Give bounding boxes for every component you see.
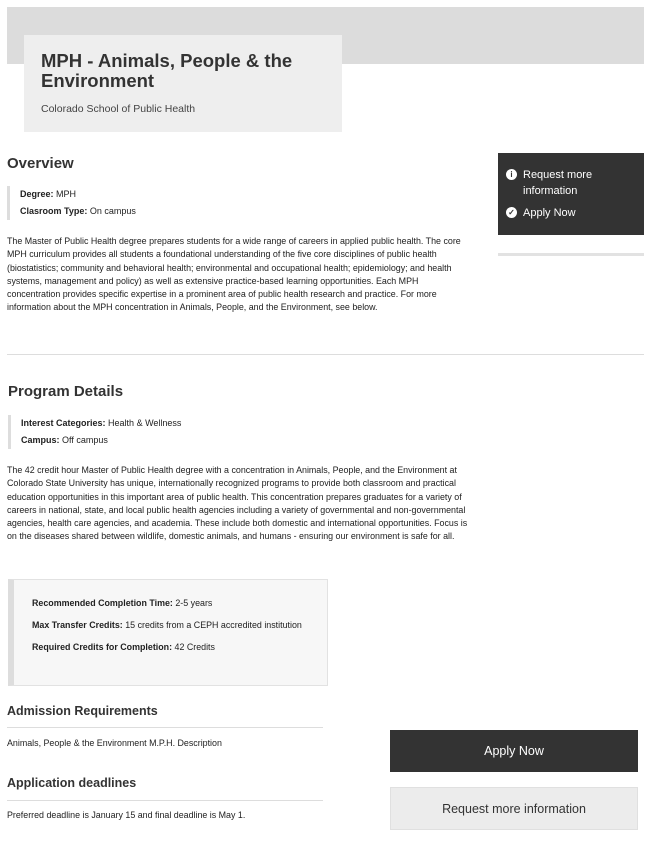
- interest-label: Interest Categories:: [21, 418, 106, 428]
- sidebar-apply-label: Apply Now: [523, 207, 576, 219]
- admission-heading: Admission Requirements: [7, 704, 158, 718]
- completion-value: 2-5 years: [175, 598, 213, 608]
- divider: [7, 354, 644, 355]
- title-card: [24, 35, 342, 132]
- request-info-button[interactable]: Request more information: [390, 787, 638, 830]
- sidebar-actions: [498, 153, 644, 235]
- transfer-label: Max Transfer Credits:: [32, 620, 123, 630]
- program-details-heading: Program Details: [8, 383, 124, 400]
- classroom-label: Clasroom Type:: [20, 206, 88, 216]
- overview-heading: Overview: [7, 155, 74, 172]
- degree-value: MPH: [56, 189, 77, 199]
- deadlines-heading: Application deadlines: [7, 776, 137, 790]
- details-text: The 42 credit hour Master of Public Health degree with a concentration in Animals, People, and the Environment at Colorado State University has unique, internationally recognized programs to provide both classroom and practical education opportunities in this important area of public health. This concentration prepares graduates for a variety of careers in national, state, and local public health agencies including a variety of governmental and non-governmental agencies, health care agencies, and academia. These include both domestic and international opportunities. Focus is on the diseases shared between wildlife, domestic animals, and humans - ensuring our environment is safe for all.: [7, 465, 468, 542]
- campus-label: Campus:: [21, 435, 60, 445]
- apply-now-button[interactable]: Apply Now: [390, 730, 638, 772]
- sidebar-apply-link[interactable]: [506, 205, 636, 221]
- campus-value: Off campus: [62, 435, 108, 445]
- sidebar-divider: [498, 253, 644, 256]
- page-title: MPH - Animals, People & the Environment: [41, 50, 293, 91]
- admission-text: Animals, People & the Environment M.P.H. Description: [7, 738, 222, 748]
- interest-value: Health & Wellness: [108, 418, 182, 428]
- check-circle-icon: ✓: [506, 207, 517, 218]
- divider: [7, 800, 323, 801]
- required-value: 42 Credits: [174, 642, 215, 652]
- info-icon: i: [506, 169, 517, 180]
- degree-label: Degree:: [20, 189, 54, 199]
- sidebar-request-info-link[interactable]: [506, 167, 636, 199]
- sidebar-request-label: Request more information: [523, 169, 593, 197]
- deadlines-text: Preferred deadline is January 15 and final deadline is May 1.: [7, 810, 246, 820]
- details-info: [8, 415, 181, 449]
- divider: [7, 727, 323, 728]
- overview-text: The Master of Public Health degree prepares students for a wide range of careers in applied public health. The core MPH curriculum provides all students a foundational understanding of the five core disciplines of public health (biostatistics; community and behavioral health; environmental and occupational health; epidemiology; and health systems, management and policy) as well as extensive practice-based learning opportunities. Each MPH concentration provides specific expertise in a prominent area of public health research and practice. For more information about the MPH concentration in Animals, People, and the Environment, see below.: [7, 236, 461, 313]
- overview-info: [7, 186, 136, 220]
- school-name: Colorado School of Public Health: [41, 103, 196, 115]
- completion-label: Recommended Completion Time:: [32, 598, 173, 608]
- credits-box: [8, 579, 328, 686]
- transfer-value: 15 credits from a CEPH accredited institution: [125, 620, 302, 630]
- required-label: Required Credits for Completion:: [32, 642, 173, 652]
- classroom-value: On campus: [89, 206, 136, 216]
